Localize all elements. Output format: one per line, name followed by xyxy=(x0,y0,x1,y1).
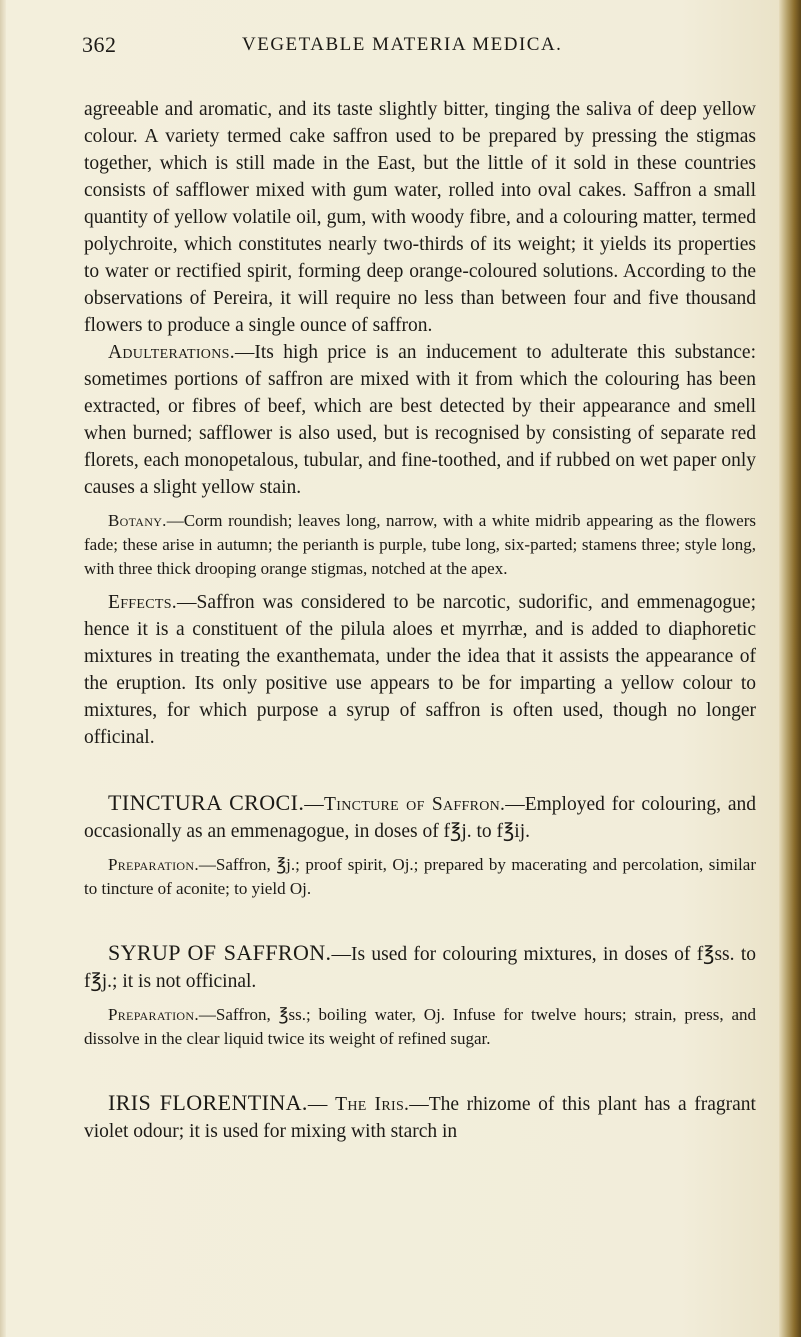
botany-label: Botany. xyxy=(108,511,167,530)
iris-subtitle: — The Iris. xyxy=(307,1094,410,1115)
paragraph-syrup-preparation xyxy=(84,1003,756,1051)
syrup-prep-text: —Saffron, ℥ss.; boiling water, Oj. Infuse for twelve hours; strain, press, and dissolve in the clear liquid twice its weight of refined sugar. xyxy=(84,1005,756,1048)
paragraph-effects xyxy=(84,589,756,751)
effects-label: Effects. xyxy=(108,592,177,613)
syrup-title: SYRUP OF SAFFRON. xyxy=(108,940,332,965)
syrup-text: —Is used for colouring mixtures, in doses of f℥ss. to f℥j.; it is not officinal. xyxy=(84,944,756,992)
entry-tinctura-croci xyxy=(84,789,756,845)
entry-iris-florentina xyxy=(84,1089,756,1145)
running-title: VEGETABLE MATERIA MEDICA. xyxy=(242,34,563,55)
adulterations-text: —Its high price is an inducement to adulterate this substance: sometimes portions of saffron are mixed with it from which the colouring has been extracted, or fibres of beef, which are best detected by their appearance and smell when burned; safflower is also used, but is recognised by consisting of separate red florets, each monopetalous, tubular, and fine-toothed, and if rubbed on wet paper only causes a slight yellow stain. xyxy=(84,342,756,498)
tinctura-text: —Employed for colouring, and occasionally as an emmenagogue, in doses of f℥j. to f℥ij. xyxy=(84,794,756,842)
paragraph-adulterations xyxy=(84,339,756,501)
effects-text: —Saffron was considered to be narcotic, sudorific, and emmenagogue; hence it is a constituent of the pilula aloes et myrrhæ, and is added to diaphoretic mixtures in treating the exanthemata, under the idea that it assists the appearance of the eruption. Its only positive use appears to be for imparting a yellow colour to mixtures, for which purpose a syrup of saffron is often used, though no longer officinal. xyxy=(84,592,756,748)
paragraph-botany xyxy=(84,509,756,581)
page-header xyxy=(82,32,768,62)
iris-title: IRIS FLORENTINA. xyxy=(108,1090,308,1115)
page-body xyxy=(84,96,756,1145)
page-number: 362 xyxy=(82,32,117,57)
paragraph-saffron-description: agreeable and aromatic, and its taste slightly bitter, tinging the saliva of deep yellow colour. A variety termed cake saffron used to be prepared by pressing the stigmas together, which is still made in the East, but the little of it sold in these countries consists of safflower mixed with gum water, rolled into oval cakes. Saffron a small quantity of yellow volatile oil, gum, with woody fibre, and a colouring matter, termed polychroite, which constitutes nearly two-thirds of its weight; it yields its properties to water or rectified spirit, forming deep orange-coloured solutions. According to the observations of Pereira, it will require no less than between four and five thousand flowers to produce a single ounce of saffron. xyxy=(84,99,756,336)
page-binding-edge xyxy=(779,0,801,1337)
tinctura-title: TINCTURA CROCI. xyxy=(108,790,305,815)
iris-text: —The rhizome of this plant has a fragrant violet odour; it is used for mixing with starch in xyxy=(84,1094,756,1142)
botany-text: —Corm roundish; leaves long, narrow, with a white midrib appearing as the flowers fade; these arise in autumn; the perianth is purple, tube long, six-parted; stamens three; style long, with three thick drooping orange stigmas, notched at the apex. xyxy=(84,511,756,578)
page-left-edge xyxy=(0,0,6,1337)
tinctura-subtitle: —Tincture of Saffron. xyxy=(304,794,506,815)
tinctura-prep-text: —Saffron, ℥j.; proof spirit, Oj.; prepared by macerating and percolation, similar to tincture of aconite; to yield Oj. xyxy=(84,855,756,898)
entry-syrup-of-saffron xyxy=(84,939,756,995)
tinctura-prep-label: Preparation. xyxy=(108,855,199,874)
adulterations-label: Adulterations. xyxy=(108,342,235,363)
paragraph-tinctura-preparation xyxy=(84,853,756,901)
syrup-prep-label: Preparation. xyxy=(108,1005,199,1024)
